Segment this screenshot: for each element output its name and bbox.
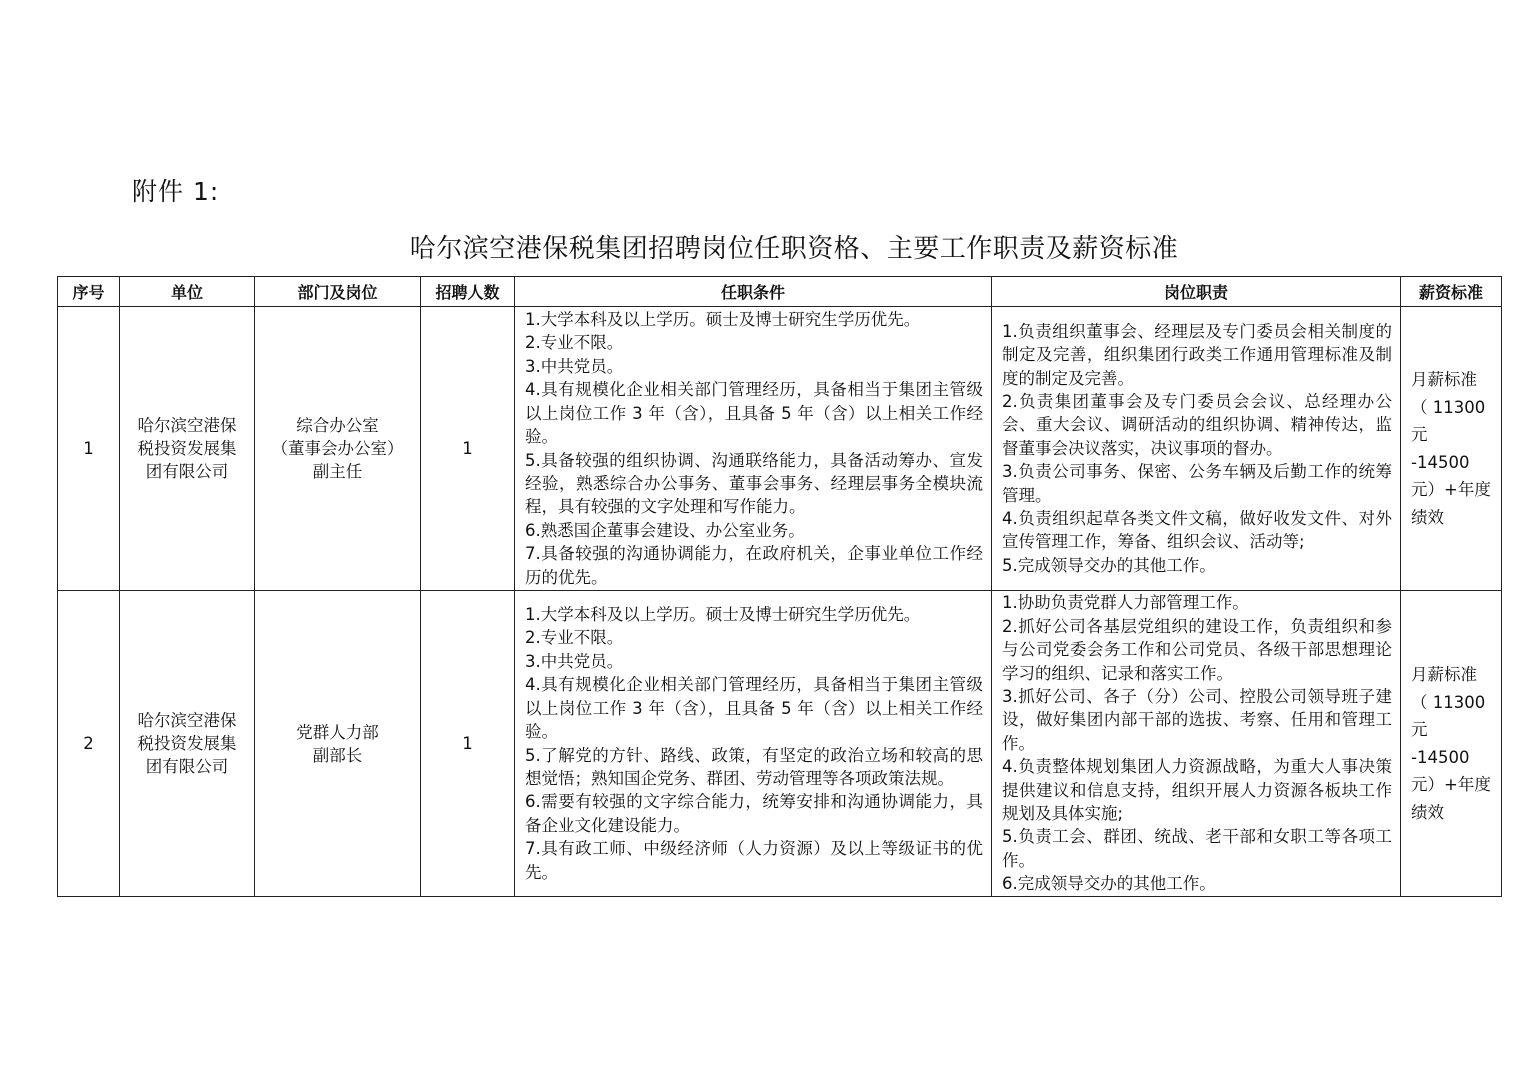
position-line: （董事会办公室） bbox=[271, 439, 404, 458]
row-salary bbox=[1401, 307, 1502, 591]
salary-line: 绩效 bbox=[1411, 802, 1444, 822]
unit-line: 团有限公司 bbox=[145, 757, 229, 776]
salary-line: 元）+年度 bbox=[1411, 775, 1491, 794]
requirement-item: 1.大学本科及以上学历。硕士及博士研究生学历优先。 bbox=[525, 310, 921, 330]
salary-line: 月薪标准 bbox=[1411, 665, 1477, 684]
salary-line: -14500 bbox=[1411, 747, 1470, 767]
requirement-item: 3.中共党员。 bbox=[525, 651, 624, 671]
unit-line: 哈尔滨空港保 bbox=[137, 416, 237, 435]
requirement-item: 7.具有政工师、中级经济师（人力资源）及以上等级证书的优先。 bbox=[525, 839, 983, 882]
duty-item: 2.抓好公司各基层党组织的建设工作，负责组织和参与公司党委会务工作和公司党员、各级干部思想理论学习的组织、记录和落实工作。 bbox=[1002, 616, 1392, 683]
header-count: 招聘人数 bbox=[421, 277, 515, 307]
attachment-label: 附件 1: bbox=[132, 177, 220, 206]
row-salary bbox=[1401, 591, 1502, 897]
requirement-item: 5.了解党的方针、路线、政策，有坚定的政治立场和较高的思想觉悟；熟知国企党务、群团、劳动管理等各项政策法规。 bbox=[525, 745, 983, 788]
unit-line: 税投资发展集 bbox=[137, 734, 237, 753]
duty-item: 4.负责组织起草各类文件文稿，做好收发文件、对外宣传管理工作，筹备、组织会议、活动等; bbox=[1002, 509, 1392, 552]
salary-line: （ 11300 bbox=[1411, 397, 1486, 417]
row-duties bbox=[992, 591, 1401, 897]
row-count: 1 bbox=[421, 307, 515, 591]
requirement-item: 2.专业不限。 bbox=[525, 628, 624, 648]
salary-line: （ 11300 bbox=[1411, 692, 1486, 712]
salary-line: 元 bbox=[1411, 425, 1428, 444]
table-header-row bbox=[58, 277, 1502, 307]
requirement-item: 4.具有规模化企业相关部门管理经历，具备相当于集团主管级以上岗位工作 3 年（含），且具备 5 年（含）以上相关工作经验。 bbox=[525, 675, 983, 742]
header-index: 序号 bbox=[58, 277, 120, 307]
duty-item: 1.协助负责党群人力部管理工作。 bbox=[1002, 593, 1249, 613]
salary-line: 绩效 bbox=[1411, 507, 1444, 527]
salary-line: -14500 bbox=[1411, 452, 1470, 472]
requirement-item: 6.需要有较强的文字综合能力，统筹安排和沟通协调能力，具备企业文化建设能力。 bbox=[525, 792, 983, 835]
row-position bbox=[255, 307, 421, 591]
unit-line: 哈尔滨空港保 bbox=[137, 711, 237, 730]
row-index: 2 bbox=[58, 591, 120, 897]
row-position bbox=[255, 591, 421, 897]
duty-item: 3.负责公司事务、保密、公务车辆及后勤工作的统筹管理。 bbox=[1002, 462, 1392, 505]
duty-item: 3.抓好公司、各子（分）公司、控股公司领导班子建设，做好集团内部干部的选拔、考察、任用和管理工作。 bbox=[1002, 686, 1392, 753]
position-line: 副部长 bbox=[312, 745, 363, 765]
header-duties: 岗位职责 bbox=[992, 277, 1401, 307]
unit-line: 税投资发展集 bbox=[137, 439, 237, 458]
header-salary: 薪资标准 bbox=[1401, 277, 1502, 307]
duty-item: 1.负责组织董事会、经理层及专门委员会相关制度的制定及完善，组织集团行政类工作通用管理标准及制度的制定及完善。 bbox=[1002, 321, 1392, 388]
header-requirements: 任职条件 bbox=[515, 277, 992, 307]
header-unit: 单位 bbox=[120, 277, 255, 307]
requirement-item: 3.中共党员。 bbox=[525, 356, 624, 376]
requirement-item: 6.熟悉国企董事会建设、办公室业务。 bbox=[525, 520, 805, 540]
table-row bbox=[58, 307, 1502, 591]
row-index: 1 bbox=[58, 307, 120, 591]
recruitment-table bbox=[57, 276, 1502, 897]
salary-line: 元）+年度 bbox=[1411, 480, 1491, 499]
row-count: 1 bbox=[421, 591, 515, 897]
requirement-item: 1.大学本科及以上学历。硕士及博士研究生学历优先。 bbox=[525, 605, 921, 625]
duty-item: 6.完成领导交办的其他工作。 bbox=[1002, 874, 1216, 894]
unit-line: 团有限公司 bbox=[145, 462, 229, 481]
duty-item: 2.负责集团董事会及专门委员会会议、总经理办公会、重大会议、调研活动的组织协调、精神传达，监督董事会决议落实，决议事项的督办。 bbox=[1002, 391, 1392, 458]
requirement-item: 7.具备较强的沟通协调能力，在政府机关，企事业单位工作经历的优先。 bbox=[525, 544, 983, 587]
row-duties bbox=[992, 307, 1401, 591]
row-requirements bbox=[515, 591, 992, 897]
requirement-item: 4.具有规模化企业相关部门管理经历，具备相当于集团主管级以上岗位工作 3 年（含），且具备 5 年（含）以上相关工作经验。 bbox=[525, 380, 983, 447]
salary-line: 元 bbox=[1411, 720, 1428, 739]
position-line: 副主任 bbox=[312, 462, 363, 481]
requirement-item: 5.具备较强的组织协调、沟通联络能力，具备活动筹办、宣发经验，熟悉综合办公事务、董事会事务、经理层事务全模块流程，具有较强的文字处理和写作能力。 bbox=[525, 450, 983, 517]
document-title: 哈尔滨空港保税集团招聘岗位任职资格、主要工作职责及薪资标准 bbox=[409, 234, 1179, 264]
header-position: 部门及岗位 bbox=[255, 277, 421, 307]
row-requirements bbox=[515, 307, 992, 591]
duty-item: 5.负责工会、群团、统战、老干部和女职工等各项工作。 bbox=[1002, 827, 1392, 870]
salary-line: 月薪标准 bbox=[1411, 370, 1477, 389]
row-unit bbox=[120, 591, 255, 897]
position-line: 综合办公室 bbox=[296, 416, 379, 435]
table-row bbox=[58, 591, 1502, 897]
position-line: 党群人力部 bbox=[296, 722, 379, 742]
requirement-item: 2.专业不限。 bbox=[525, 333, 624, 353]
row-unit bbox=[120, 307, 255, 591]
duty-item: 5.完成领导交办的其他工作。 bbox=[1002, 555, 1216, 575]
duty-item: 4.负责整体规划集团人力资源战略，为重大人事决策提供建议和信息支持，组织开展人力资源各板块工作规划及具体实施; bbox=[1002, 757, 1392, 824]
